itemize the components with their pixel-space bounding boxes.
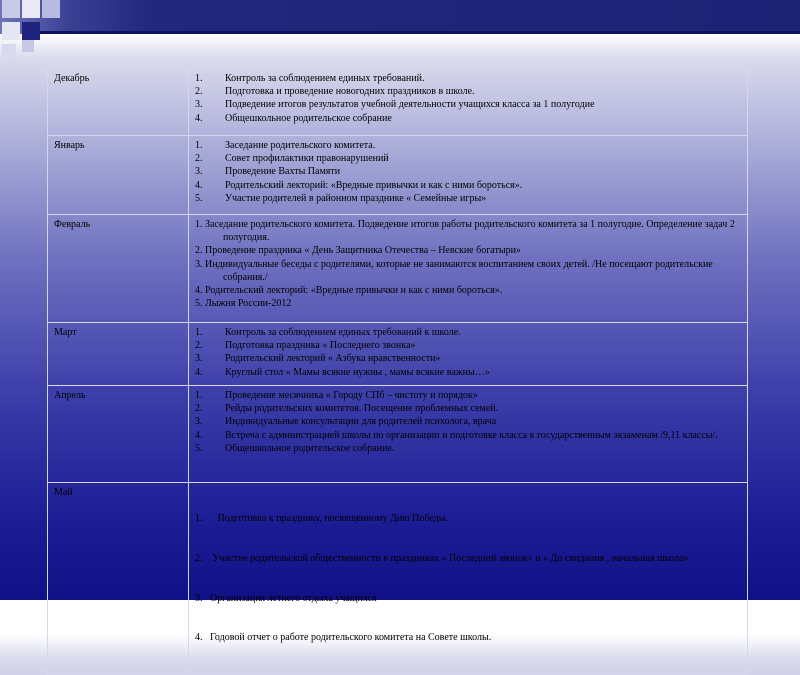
month-cell: Май [48, 483, 189, 675]
list-item: 2. Совет профилактики правонарушений [195, 153, 389, 165]
list-item: 4. Встреча с администрацией школы по организации и подготовке класса к государственным экзаменам /9,11 классы/. [195, 429, 718, 441]
activities-cell [189, 323, 748, 386]
list-item: 1. Проведение месячника « Городу СПб – чистоту и порядок» [195, 390, 478, 401]
decor-square [2, 22, 20, 40]
decor-square [22, 40, 34, 52]
title-bar-decoration [0, 0, 800, 34]
list-item: 2. Участие родительской общественности в праздниках « Последний звонок» и « До свидания , начальная школа» [195, 553, 689, 565]
list-item: 3. Индивидуальные консультации для родителей психолога, врача [195, 416, 497, 428]
decor-square [2, 0, 20, 18]
decor-square [22, 0, 40, 18]
decor-square [22, 22, 40, 40]
activities-cell [189, 483, 748, 675]
list-item: 5. Общешкольное родительское собрание. [195, 442, 395, 454]
list-item: 3. Проведение Вахты Памяти [195, 166, 341, 178]
list-item: 2. Подготовка праздника « Последнего звонка» [195, 340, 416, 352]
month-cell: Февраль [48, 215, 189, 323]
table-row-april [48, 386, 748, 483]
month-cell: Апрель [48, 386, 189, 483]
title-bar-underline [38, 31, 800, 34]
list-item: 3. Индивидуальные беседы с родителями, которые не занимаются воспитанием своих детей. /Не посещают родительские собрания./ [195, 258, 713, 283]
list-item: 2. Рейды родительских комитетов. Посещение проблемных семей. [195, 403, 499, 415]
list-item: 5. Участие родителей в районном празднике « Семейные игры» [195, 192, 487, 204]
list-item: 4. Общешкольное родительское собрание [195, 112, 392, 124]
list-item: 3. Родительский лекторий « Азбука нравственности» [195, 353, 441, 365]
list-item: 4. Родительский лекторий: «Вредные привычки и как с ними бороться». [195, 179, 523, 191]
list-item: 2. Подготовка и проведение новогодних праздников в школе. [195, 86, 475, 98]
month-cell: Январь [48, 136, 189, 215]
table-row-march [48, 323, 748, 386]
list-item: 3. Подведение итогов результатов учебной деятельности учащихся класса за 1 полугодие [195, 99, 595, 111]
list-item: 4. Годовой отчет о работе родительского комитета на Совете школы. [195, 632, 492, 644]
list-item: 4. Круглый стол « Мамы всякие нужны , мамы всякие важны…» [195, 366, 490, 378]
list-item: 2. Проведение праздника « День Защитника Отечества – Невские богатыри» [195, 245, 521, 257]
table-row-january [48, 136, 748, 215]
list-item: 4. Родительский лекторий: «Вредные привычки и как с ними бороться». [195, 285, 503, 297]
table-row-may [48, 483, 748, 675]
activities-cell [189, 69, 748, 136]
table-row-december [48, 69, 748, 136]
month-cell: Март [48, 323, 189, 386]
monthly-plan-table [47, 68, 748, 675]
list-item: 5. Лыжня России-2012 [195, 298, 292, 310]
table-row-february [48, 215, 748, 323]
list-item: 1. Заседание родительского комитета. Подведение итогов работы родительского комитета за 1 полугодие. Определение задач 2 полугодия. [195, 219, 735, 244]
list-item: 1. Заседание родительского комитета. [195, 140, 376, 151]
decor-square [42, 0, 60, 18]
list-item: 1. Подготовка к празднику, посвященному Дню Победы. [195, 513, 448, 525]
activities-cell [189, 215, 748, 323]
activities-cell [189, 136, 748, 215]
list-item: 1. Контроль за соблюдением единых требований. [195, 73, 425, 84]
decor-square [2, 44, 16, 58]
list-item: 3. Организация летнего отдыха учащихся [195, 592, 377, 604]
month-cell: Декабрь [48, 69, 189, 136]
activities-cell [189, 386, 748, 483]
list-item: 1. Контроль за соблюдением единых требований к школе. [195, 327, 461, 338]
